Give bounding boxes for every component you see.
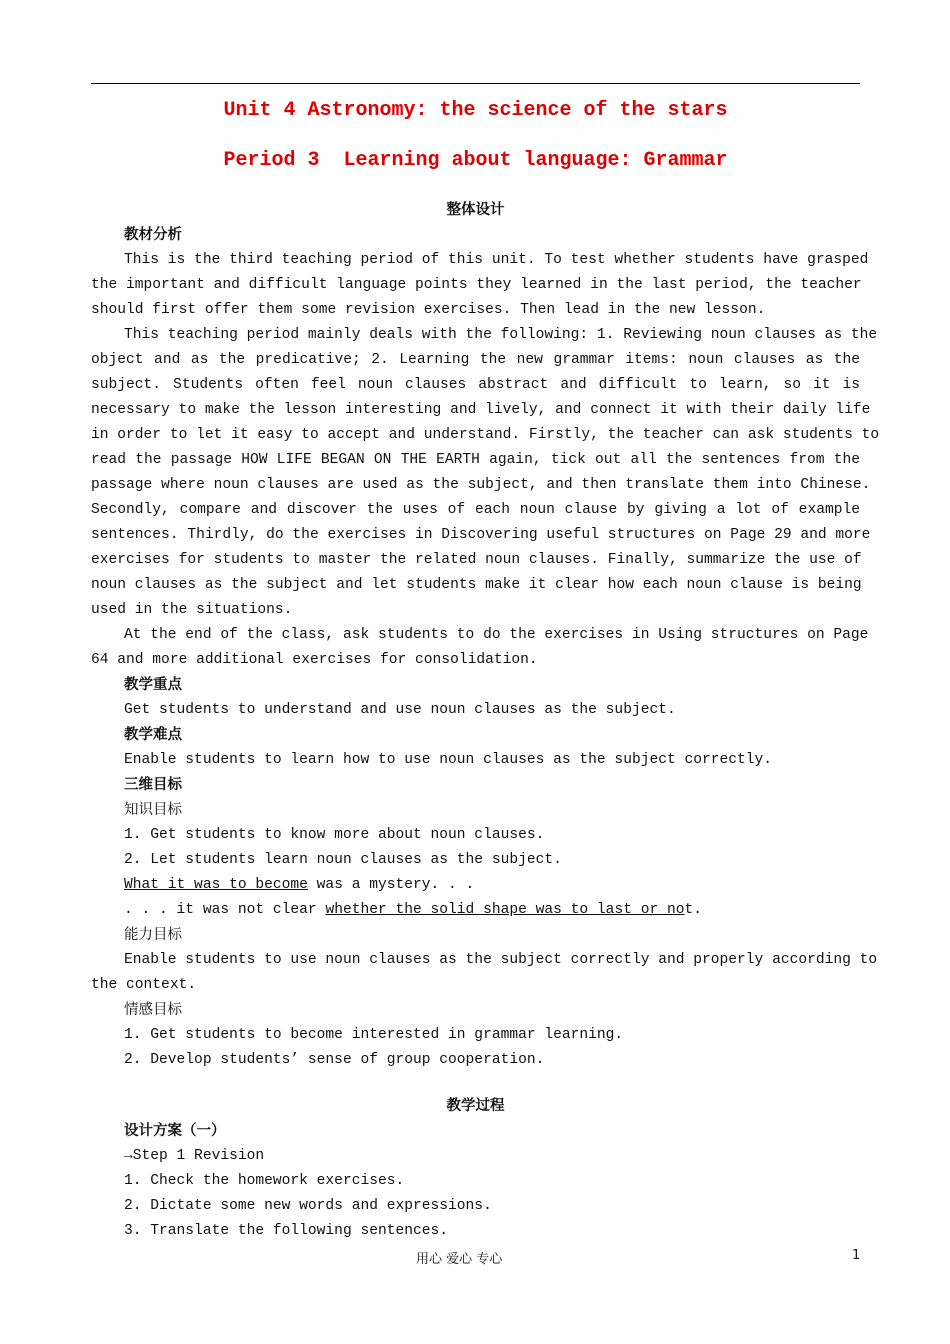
header-rule [91, 83, 860, 84]
underlined-clause: whether the solid shape was to last or no [325, 902, 685, 918]
heading-material-analysis: 教材分析 [124, 227, 182, 243]
paragraph-line: object and as the predicative; 2. Learning the new grammar items: noun clauses as the [91, 352, 860, 368]
difficult-point-text: Enable students to learn how to use noun clauses as the subject correctly. [124, 752, 773, 768]
example-sentence-rest: was a mystery. . . [307, 877, 475, 893]
key-point-text: Get students to understand and use noun clauses as the subject. [124, 702, 676, 718]
paragraph-line: in order to let it easy to accept and understand. Firstly, the teacher can ask students to [91, 427, 880, 443]
paragraph-line: noun clauses as the subject and let students make it clear how each noun clause is being [91, 577, 862, 593]
heading-key-point: 教学重点 [124, 677, 182, 693]
subheading-knowledge-goals: 知识目标 [124, 802, 182, 818]
paragraph-line: should first offer them some revision exercises. Then lead in the new lesson. [91, 302, 766, 318]
unit-title: Unit 4 Astronomy: the science of the stars [223, 99, 728, 122]
paragraph-line: the important and difficult language points they learned in the last period, the teacher [91, 277, 862, 293]
underlined-clause: What it was to become [124, 877, 308, 893]
paragraph-line: necessary to make the lesson interesting and lively, and connect it with their daily life [91, 402, 871, 418]
paragraph-line: This teaching period mainly deals with the following: 1. Reviewing noun clauses as the [124, 327, 878, 343]
paragraph-line: sentences. Thirdly, do the exercises in Discovering useful structures on Page 29 and more [91, 527, 871, 543]
paragraph-line: At the end of the class, ask students to do the exercises in Using structures on Page [124, 627, 869, 643]
paragraph-line: 64 and more additional exercises for consolidation. [91, 652, 538, 668]
subheading-ability-goals: 能力目标 [124, 927, 182, 943]
step-item: 1. Check the homework exercises. [124, 1173, 405, 1189]
knowledge-goal-item: 1. Get students to know more about noun clauses. [124, 827, 545, 843]
section-heading-teaching-process: 教学过程 [446, 1098, 505, 1114]
example-sentence-2 [91, 900, 860, 920]
heading-design-plan: 设计方案（一） [124, 1123, 226, 1139]
paragraph-line: subject. Students often feel noun clauses abstract and difficult to learn, so it is [91, 377, 860, 393]
section-heading-overall-design: 整体设计 [446, 202, 505, 218]
emotion-goal-item: 1. Get students to become interested in grammar learning. [124, 1027, 624, 1043]
period-title: Period 3 Learning about language: Grammar [223, 149, 728, 172]
footer-motto: 用心 爱心 专心 [416, 1252, 503, 1267]
step-heading: →Step 1 Revision [124, 1148, 265, 1164]
paragraph-line: read the passage HOW LIFE BEGAN ON THE EARTH again, tick out all the sentences from the [91, 452, 860, 468]
example-sentence-end: t. [684, 902, 703, 918]
page-number: 1 [852, 1248, 861, 1263]
ability-goal-line: Enable students to use noun clauses as the subject correctly and properly according to [124, 952, 878, 968]
paragraph-line: passage where noun clauses are used as the subject, and then translate them into Chinese. [91, 477, 871, 493]
knowledge-goal-item: 2. Let students learn noun clauses as the subject. [124, 852, 562, 868]
step-item: 3. Translate the following sentences. [124, 1223, 449, 1239]
heading-difficult-point: 教学难点 [124, 727, 182, 743]
paragraph-line: used in the situations. [91, 602, 293, 618]
ability-goal-line: the context. [91, 977, 197, 993]
subheading-emotion-goals: 情感目标 [124, 1002, 182, 1018]
heading-three-dimensional-goals: 三维目标 [124, 777, 182, 793]
example-sentence-1 [91, 875, 860, 895]
example-sentence-start: . . . it was not clear [124, 902, 326, 918]
paragraph-line: This is the third teaching period of this unit. To test whether students have grasped [124, 252, 869, 268]
paragraph-line: exercises for students to master the related noun clauses. Finally, summarize the use of [91, 552, 862, 568]
emotion-goal-item: 2. Develop students’ sense of group cooperation. [124, 1052, 545, 1068]
step-item: 2. Dictate some new words and expressions. [124, 1198, 492, 1214]
paragraph-line: Secondly, compare and discover the uses of each noun clause by giving a lot of example [91, 502, 860, 518]
